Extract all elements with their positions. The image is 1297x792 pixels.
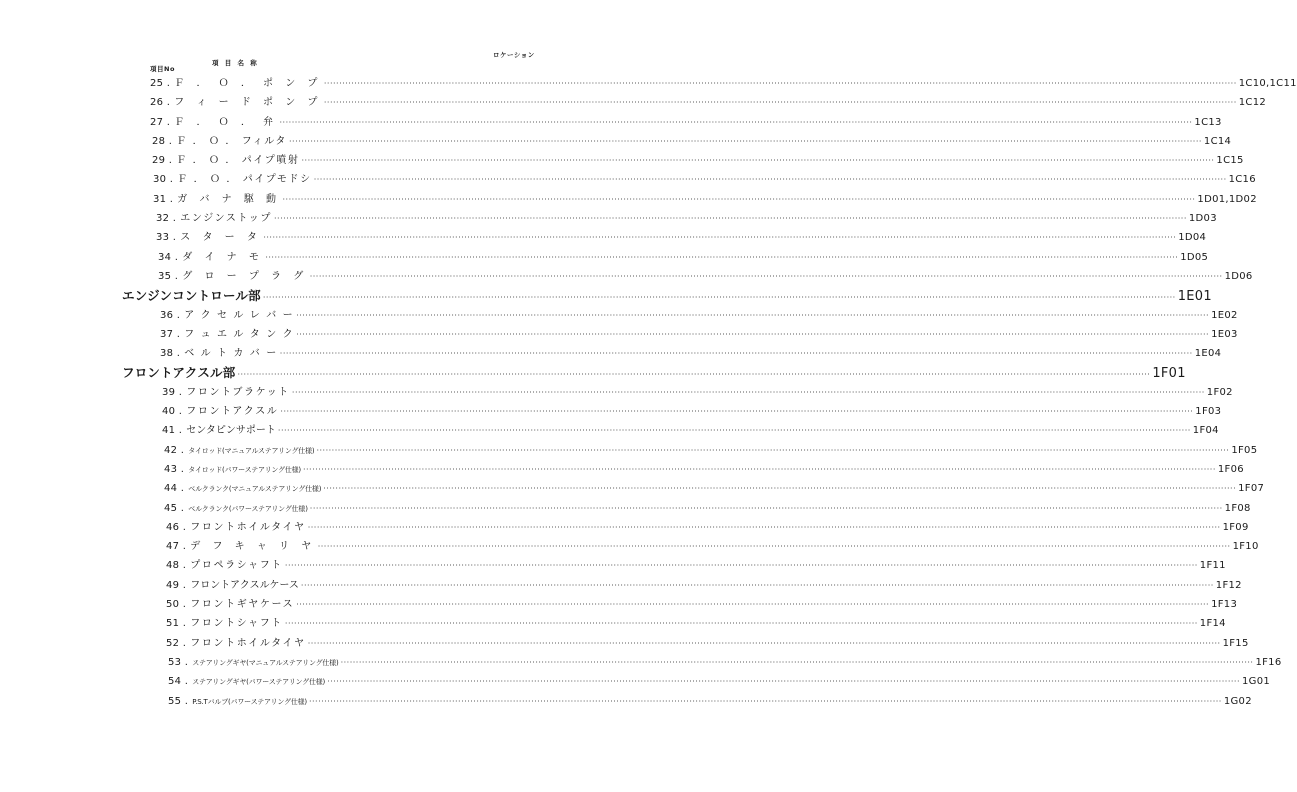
index-row [0, 228, 1207, 247]
item-number: 30 . [153, 174, 174, 186]
leader-dots: ············································································································································································································································································································ [274, 214, 1187, 224]
leader-dots: ············································································································································································································································································································ [340, 657, 1254, 667]
item-location: 1C12 [1238, 97, 1267, 109]
leader-dots: ············································································································································································································································································································ [265, 252, 1179, 262]
index-row [0, 344, 1222, 363]
item-location: 1E03 [1211, 328, 1238, 340]
item-number: 47 . [166, 541, 187, 553]
item-location: 1D01,1D02 [1197, 193, 1257, 205]
index-row [0, 421, 1219, 440]
item-name: フ ィ ー ド ポ ン プ [174, 97, 322, 109]
index-row [0, 537, 1259, 556]
item-number: 25 . [150, 78, 171, 89]
item-number: 39 . [162, 386, 183, 398]
leader-dots: ············································································································································································································································································································ [277, 426, 1191, 436]
item-name: ステアリングギヤ(パワーステアリング仕様) [192, 678, 326, 687]
item-number: 55 . [168, 695, 189, 707]
index-row [0, 209, 1217, 228]
leader-dots: ············································································································································································································································································································ [296, 310, 1210, 320]
index-row [0, 402, 1222, 421]
item-location: 1F01 [1152, 366, 1186, 382]
item-location: 1F02 [1206, 386, 1233, 398]
item-location: 1E04 [1194, 348, 1222, 360]
leader-dots: ············································································································································································································································································································ [296, 329, 1210, 339]
index-row [0, 325, 1238, 344]
item-location: 1F10 [1232, 541, 1259, 553]
item-location: 1D04 [1178, 232, 1207, 244]
leader-dots: ············································································································································································································································································································ [317, 542, 1231, 552]
item-number: 33 . [156, 232, 177, 244]
item-number: 37 . [160, 328, 181, 340]
leader-dots: ············································································································································································································································································································ [301, 156, 1215, 166]
item-name: ダ イ ナ モ [182, 251, 264, 263]
section-row [0, 363, 1186, 382]
item-location: 1F11 [1199, 560, 1226, 572]
item-name: ガ バ ナ 駆 動 [177, 193, 281, 205]
item-number: 49 . [166, 579, 187, 591]
item-location: 1F15 [1222, 637, 1249, 649]
item-name: ベルクランク(マニュアルステアリング仕様) [188, 485, 322, 494]
item-location: 1D05 [1180, 251, 1209, 263]
column-header-item-name: 項 目 名 称 [212, 59, 259, 67]
item-number: 50 . [166, 599, 187, 611]
leader-dots: ············································································································································································································································································································ [237, 370, 1151, 380]
index-row [0, 653, 1282, 672]
item-location: 1F06 [1217, 463, 1244, 475]
leader-dots: ············································································································································································································································································································ [323, 79, 1237, 88]
item-location: 1F12 [1215, 579, 1242, 591]
item-name: ベ ル ト カ バ ー [184, 348, 278, 360]
item-location: 1C13 [1194, 116, 1222, 128]
leader-dots: ············································································································································································································································································································ [279, 117, 1193, 127]
index-row [0, 151, 1244, 170]
item-location: 1C14 [1203, 135, 1232, 147]
item-name: センタピンサポート [186, 425, 276, 437]
item-name: Ｆ ． Ｏ ． パイプ噴射 [176, 155, 300, 167]
item-number: 53 . [168, 656, 189, 668]
item-name: エンジンコントロール部 [122, 288, 261, 304]
column-header-item-no: 項目No [150, 65, 175, 73]
item-name: Ｆ ． Ｏ ． フィルタ [176, 135, 288, 147]
item-location: 1E01 [1177, 289, 1212, 305]
item-name: Ｆ ． Ｏ ． ポ ン プ [174, 78, 322, 89]
index-row [0, 190, 1257, 209]
item-name: フ ュ エ ル タ ン ク [184, 328, 295, 340]
index-row [0, 595, 1238, 614]
leader-dots: ············································································································································································································································································································ [309, 271, 1223, 281]
index-row [0, 306, 1238, 325]
item-number: 38 . [160, 348, 181, 360]
index-row [0, 614, 1226, 633]
leader-dots: ············································································································································································································································································································ [307, 638, 1221, 648]
item-name: Ｆ ． Ｏ ． 弁 [174, 116, 278, 128]
item-number: 48 . [166, 560, 187, 572]
leader-dots: ············································································································································································································································································································ [284, 619, 1198, 629]
index-row [0, 499, 1251, 518]
item-location: 1F14 [1199, 618, 1226, 630]
index-row [0, 556, 1226, 575]
item-location: 1F07 [1238, 483, 1265, 495]
item-number: 52 . [166, 637, 187, 649]
item-number: 35 . [158, 270, 179, 282]
leader-dots: ············································································································································································································································································································ [323, 98, 1237, 108]
item-location: 1D03 [1188, 213, 1217, 225]
item-name: フロントアクスルケース [190, 579, 299, 591]
leader-dots: ············································································································································································································································································································ [280, 407, 1194, 417]
section-row [0, 286, 1212, 305]
item-number: 29 . [152, 155, 173, 167]
item-number: 34 . [158, 251, 179, 263]
item-location: 1C10,1C11 [1238, 78, 1297, 89]
leader-dots: ············································································································································································································································································································ [296, 600, 1210, 610]
index-row [0, 267, 1253, 286]
item-location: 1C15 [1216, 155, 1244, 167]
leader-dots: ············································································································································································································································································································ [262, 293, 1176, 303]
item-number: 43 . [164, 463, 185, 475]
leader-dots: ············································································································································································································································································································ [308, 696, 1222, 706]
item-name: ス タ ー タ [180, 232, 262, 244]
item-location: 1F16 [1255, 656, 1282, 668]
index-row [0, 479, 1265, 498]
index-row [0, 170, 1256, 189]
item-number: 31 . [153, 193, 174, 205]
item-location: 1F08 [1224, 502, 1251, 514]
item-number: 45 . [164, 502, 185, 514]
item-number: 46 . [166, 521, 187, 533]
item-location: 1D06 [1224, 270, 1253, 282]
index-row [0, 576, 1242, 595]
item-location: 1F04 [1192, 425, 1219, 437]
item-name: フロントホイルタイヤ [190, 637, 306, 649]
item-location: 1G01 [1241, 676, 1271, 688]
leader-dots: ············································································································································································································································································································ [323, 484, 1237, 494]
leader-dots: ············································································································································································································································································································ [327, 677, 1240, 687]
item-name: デ フ キ ャ リ ヤ [190, 541, 316, 553]
item-name: フロントアクスル [186, 406, 279, 418]
item-name: ステアリングギヤ(マニュアルステアリング仕様) [192, 658, 339, 667]
item-location: 1F09 [1222, 521, 1249, 533]
item-location: 1F13 [1211, 599, 1238, 611]
item-number: 54 . [168, 676, 189, 688]
index-row [0, 383, 1233, 402]
index-row [0, 113, 1222, 132]
index-row [0, 132, 1232, 151]
item-location: 1E02 [1211, 309, 1238, 321]
item-name: タイロッド(マニュアルステアリング仕様) [188, 446, 315, 455]
item-name: タイロッド(パワーステアリング仕様) [188, 465, 301, 474]
index-row [0, 441, 1258, 460]
item-name: P.S.Tバルブ(パワーステアリング仕様) [192, 697, 307, 706]
item-name: エンジンストップ [180, 213, 272, 225]
leader-dots: ············································································································································································································································································································ [263, 233, 1177, 243]
item-name: Ｆ ． Ｏ ． パイプモドシ [177, 174, 312, 186]
leader-dots: ············································································································································································································································································································ [279, 349, 1193, 359]
item-number: 42 . [164, 444, 185, 456]
leader-dots: ············································································································································································································································································································ [302, 464, 1216, 474]
item-name: フロントシャフト [190, 618, 283, 630]
column-header-location: ロケーション [493, 51, 535, 59]
item-number: 51 . [166, 618, 187, 630]
leader-dots: ············································································································································································································································································································ [309, 503, 1223, 513]
leader-dots: ············································································································································································································································································································ [284, 561, 1198, 571]
index-row [0, 692, 1252, 711]
item-name: プロペラシャフト [190, 560, 283, 572]
leader-dots: ············································································································································································································································································································ [313, 175, 1227, 185]
index-row [0, 672, 1271, 691]
item-location: 1F03 [1195, 406, 1222, 418]
leader-dots: ············································································································································································································································································································ [289, 136, 1202, 146]
item-name: グ ロ ー プ ラ グ [182, 270, 308, 282]
item-number: 40 . [162, 406, 183, 418]
item-name: ベルクランク(パワーステアリング仕様) [188, 504, 308, 513]
item-location: 1G02 [1223, 695, 1252, 707]
item-name: ア ク セ ル レ バ ー [184, 309, 295, 321]
index-row [0, 518, 1249, 537]
item-number: 32 . [156, 213, 177, 225]
item-location: 1F05 [1231, 444, 1258, 456]
leader-dots: ············································································································································································································································································································ [300, 580, 1214, 590]
leader-dots: ············································································································································································································································································································ [282, 194, 1196, 204]
item-number: 26 . [150, 97, 171, 109]
item-location: 1C16 [1228, 174, 1256, 186]
item-number: 41 . [162, 425, 183, 437]
leader-dots: ············································································································································································································································································································ [316, 445, 1230, 455]
item-number: 36 . [160, 309, 181, 321]
leader-dots: ············································································································································································································································································································ [307, 522, 1221, 532]
item-number: 44 . [164, 483, 185, 495]
item-name: フロントホイルタイヤ [190, 521, 306, 533]
index-list [0, 74, 1297, 711]
item-number: 28 . [152, 135, 173, 147]
item-name: フロントブラケット [186, 386, 290, 398]
item-name: フロントアクスル部 [122, 365, 236, 381]
index-row [0, 634, 1249, 653]
index-row [0, 460, 1244, 479]
item-name: フロントギヤケース [190, 599, 295, 611]
index-row [0, 74, 1297, 93]
item-number: 27 . [150, 116, 171, 128]
leader-dots: ············································································································································································································································································································ [291, 387, 1205, 397]
index-row [0, 93, 1267, 112]
index-row [0, 248, 1209, 267]
